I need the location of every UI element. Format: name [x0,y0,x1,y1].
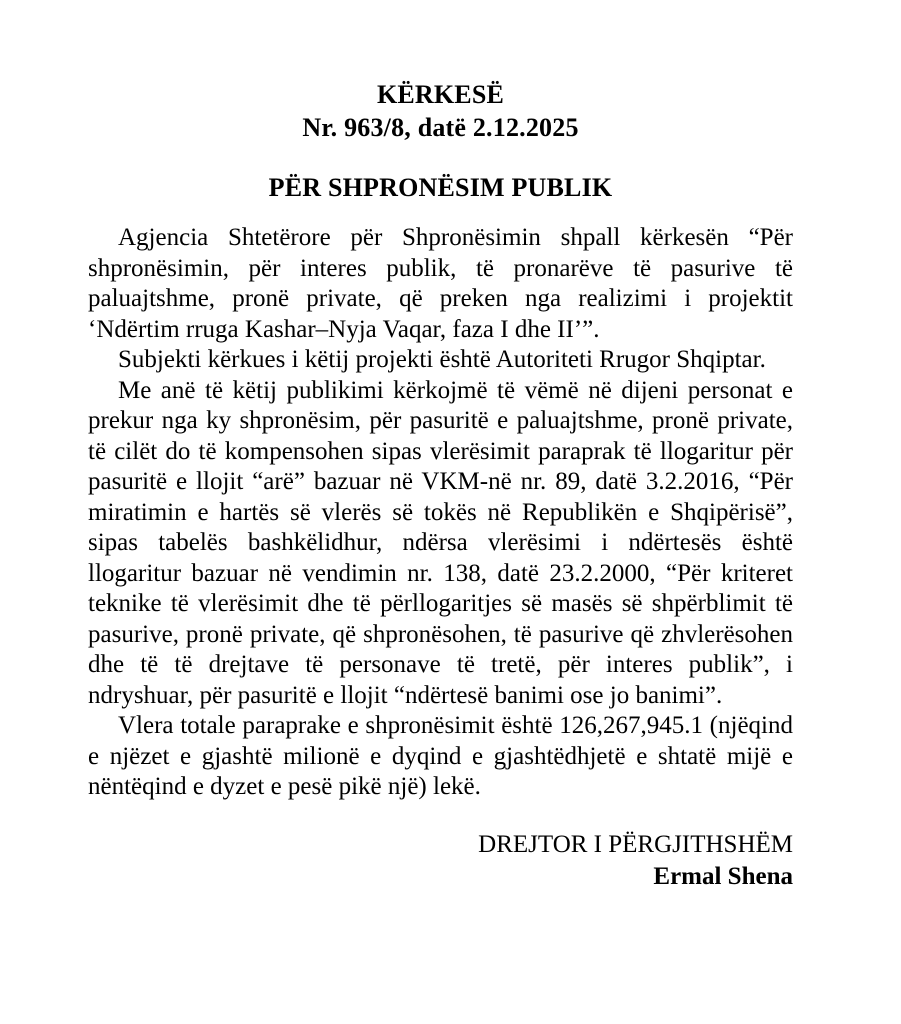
document-subtitle: PËR SHPRONËSIM PUBLIK [268,173,613,202]
paragraph-valuation-basis: Me anë të këtij publikimi kërkojmë të vëmë në dijeni personat e prekur nga ky shpronësim, për pasuritë e paluajtshme, pronë private, të cilët do të kompensohen sipas vlerësimit paraprak të llogaritur për pasuritë e llojit “arë” bazuar në VKM-në nr. 89, datë 3.2.2016, “Për miratimin e hartës së vlerës së tokës në Republikën e Shqipërisë”, sipas tabelës bashkëlidhur, ndërsa vlerësimi i ndërtesës është llogaritur bazuar në vendimin nr. 138, datë 23.2.2000, “Për kriteret teknike të vlerësimit dhe të përllogaritjes së masës së shpërblimit të pasurive, pronë private, që shpronësohen, të pasurive që zhvlerësohen dhe të të drejtave të personave të tretë, për interes publik”, i ndryshuar, për pasuritë e llojit “ndërtesë banimi ose jo banimi”. [88,376,793,709]
paragraph-requesting-entity: Subjekti kërkues i këtij projekti është Autoriteti Rrugor Shqiptar. [118,346,766,373]
paragraph-total-value: Vlera totale paraprake e shpronësimit është 126,267,945.1 (njëqind e njëzet e gjashtë milionë e dyqind e gjashtëdhjetë e shtatë mijë e nëntëqind e dyzet e pesë pikë një) lekë. [88,712,793,800]
signatory-role: DREJTOR I PËRGJITHSHËM [478,830,793,858]
signature-block [88,829,793,893]
paragraph-announcement: Agjencia Shtetërore për Shpronësimin shpall kërkesën “Për shpronësimin, për interes publik, të pronarëve të pasurive të paluajtshme, pronë private, që preken nga realizimi i projektit ‘Ndërtim rruga Kashar–Nyja Vaqar, faza I dhe II’”. [88,224,793,343]
document-header [88,78,793,204]
signatory-name: Ermal Shena [653,862,793,890]
document-number-date: Nr. 963/8, datë 2.12.2025 [302,113,579,142]
document-title: KËRKESË [376,80,505,109]
document-body [88,223,793,803]
